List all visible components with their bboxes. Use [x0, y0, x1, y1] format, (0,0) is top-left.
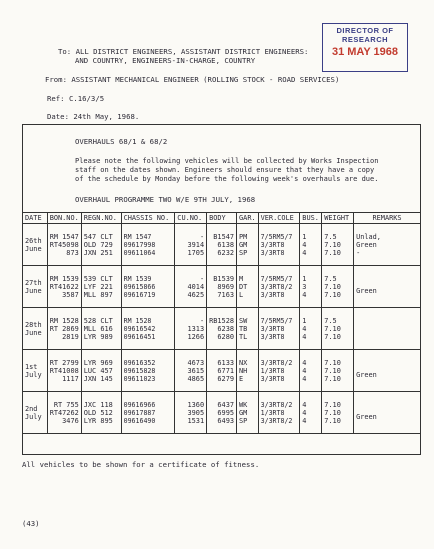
- col-header-regn: REGN.NO.: [81, 213, 121, 224]
- cell-regn: 528 CLT MLL 616 LYR 989: [81, 308, 121, 350]
- cell-bus: 1 4 4: [300, 224, 322, 266]
- cell-bon: RT 2799 RT41008 1117: [47, 350, 81, 392]
- cell-ver: 7/5RM5/7 3/3RT8 3/3RT8: [258, 308, 300, 350]
- cell-weight: 7.10 7.10 7.10: [322, 350, 354, 392]
- table-row: [23, 392, 421, 434]
- cell-remarks: Unlad, Green -: [354, 224, 421, 266]
- to-line-1: To: ALL DISTRICT ENGINEERS, ASSISTANT DISTRICT ENGINEERS:: [58, 47, 309, 56]
- cell-bus: 4 4 4: [300, 350, 322, 392]
- cell-body: B1547 6138 6232: [207, 224, 237, 266]
- overhaul-table: [22, 212, 421, 434]
- cell-gar: WK GM SP: [237, 392, 259, 434]
- col-header-ver: VER.COLE: [258, 213, 300, 224]
- cell-cu: - 4014 4625: [175, 266, 207, 308]
- cell-remarks: Green: [354, 350, 421, 392]
- received-stamp: [322, 23, 408, 72]
- cell-bus: 4 4 4: [300, 392, 322, 434]
- programme-title: OVERHAUL PROGRAMME TWO W/E 9TH JULY, 1968: [75, 195, 256, 204]
- cell-gar: M DT L: [237, 266, 259, 308]
- cell-gar: SW TB TL: [237, 308, 259, 350]
- cell-remarks: [354, 308, 421, 350]
- stamp-line1: DIRECTOR OF: [336, 26, 394, 35]
- cell-weight: 7.5 7.10 7.10: [322, 224, 354, 266]
- ref-line: Ref: C.16/3/5: [47, 94, 105, 103]
- cell-cu: 1360 3905 1531: [175, 392, 207, 434]
- subject-line: OVERHAULS 68/1 & 68/2: [75, 137, 168, 146]
- cell-date: 28th June: [23, 308, 48, 350]
- cell-cu: - 3914 1705: [175, 224, 207, 266]
- paragraph-line-3: of the schedule by Monday before the following week's overhauls are due.: [75, 175, 379, 183]
- cell-bon: RM 1547 RT45098 873: [47, 224, 81, 266]
- footer-note: All vehicles to be shown for a certificate of fitness.: [22, 460, 260, 469]
- col-header-weight: WEIGHT: [322, 213, 354, 224]
- page-number: (43): [22, 519, 40, 528]
- paragraph-line-1: Please note the following vehicles will be collected by Works Inspection: [75, 157, 379, 165]
- col-header-gar: GAR.: [237, 213, 259, 224]
- cell-date: 26th June: [23, 224, 48, 266]
- table-row: [23, 308, 421, 350]
- cell-weight: 7.5 7.10 7.10: [322, 308, 354, 350]
- cell-regn: JXC 118 OLD 512 LYR 895: [81, 392, 121, 434]
- cell-body: 6133 6771 6279: [207, 350, 237, 392]
- cell-regn: LYR 969 LUC 457 JXN 145: [81, 350, 121, 392]
- cell-chassis: RM 1547 09617998 09611064: [121, 224, 175, 266]
- to-line-2: AND COUNTRY, ENGINEERS-IN-CHARGE, COUNTRY: [75, 56, 256, 65]
- col-header-bon: BON.NO.: [47, 213, 81, 224]
- stamp-line2: RESEARCH: [341, 35, 389, 44]
- table-row: [23, 224, 421, 266]
- col-header-remarks: REMARKS: [354, 213, 421, 224]
- col-header-chassis: CHASSIS NO.: [121, 213, 175, 224]
- cell-remarks: Green: [354, 392, 421, 434]
- col-header-body: BODY: [207, 213, 237, 224]
- paragraph-line-2: staff on the dates shown. Engineers should ensure that they have a copy: [75, 166, 375, 174]
- cell-cu: 4673 3615 4865: [175, 350, 207, 392]
- cell-gar: PM GM SP: [237, 224, 259, 266]
- cell-chassis: RM 1539 09615866 09616719: [121, 266, 175, 308]
- cell-bon: RT 755 RT47262 3476: [47, 392, 81, 434]
- cell-remarks: Green: [354, 266, 421, 308]
- cell-ver: 3/3RT8/2 1/3RT8 3/3RT8/2: [258, 392, 300, 434]
- cell-ver: 3/3RT8/2 1/3RT8 3/3RT8: [258, 350, 300, 392]
- cell-weight: 7.5 7.10 7.10: [322, 266, 354, 308]
- cell-regn: 547 CLT OLD 729 JXN 251: [81, 224, 121, 266]
- cell-ver: 7/5RM5/7 3/3RT8 3/3RT8: [258, 224, 300, 266]
- cell-date: 27th June: [23, 266, 48, 308]
- cell-regn: 539 CLT LYF 221 MLL 897: [81, 266, 121, 308]
- cell-gar: NX NH E: [237, 350, 259, 392]
- table-row: [23, 350, 421, 392]
- cell-cu: - 1313 1266: [175, 308, 207, 350]
- date-line: Date: 24th May, 1968.: [47, 112, 140, 121]
- cell-ver: 7/5RM5/7 3/3RT8/2 3/3RT8: [258, 266, 300, 308]
- table-body: [23, 224, 421, 434]
- stamp-date: 31 MAY 1968: [331, 46, 399, 58]
- cell-chassis: 09616352 09615828 09611023: [121, 350, 175, 392]
- cell-bon: RM 1528 RT 2869 2819: [47, 308, 81, 350]
- cell-bus: 1 4 4: [300, 308, 322, 350]
- cell-date: 2nd July: [23, 392, 48, 434]
- from-line: From: ASSISTANT MECHANICAL ENGINEER (ROLLING STOCK - ROAD SERVICES): [45, 75, 340, 84]
- col-header-cu: CU.NO.: [175, 213, 207, 224]
- col-header-bus: BUS.: [300, 213, 322, 224]
- cell-body: 6437 6995 6493: [207, 392, 237, 434]
- cell-chassis: RM 1528 09616542 09616451: [121, 308, 175, 350]
- cell-body: B1539 8969 7163: [207, 266, 237, 308]
- cell-bon: RM 1539 RT41622 3587: [47, 266, 81, 308]
- cell-date: 1st July: [23, 350, 48, 392]
- table-row: [23, 266, 421, 308]
- col-header-date: DATE: [23, 213, 48, 224]
- cell-weight: 7.10 7.10 7.10: [322, 392, 354, 434]
- cell-body: RB1528 6238 6280: [207, 308, 237, 350]
- table-header-row: [23, 213, 421, 224]
- cell-chassis: 09616966 09617887 09616490: [121, 392, 175, 434]
- cell-bus: 1 3 4: [300, 266, 322, 308]
